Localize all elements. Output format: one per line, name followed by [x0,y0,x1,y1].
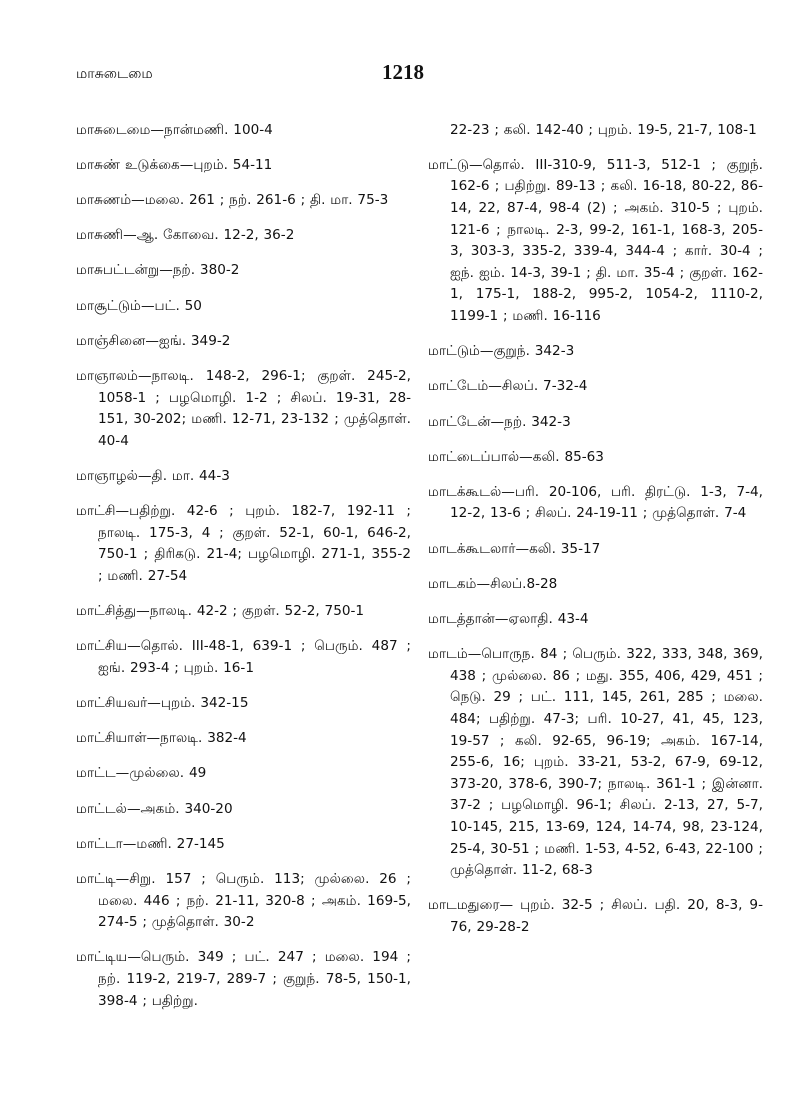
index-entry: மாடக்கூடலார்—கலி. 35-17 [428,540,601,557]
index-entry: மாட்டா—மணி. 27-145 [76,835,225,852]
running-head: மாசுடைமை [76,66,153,82]
index-entry: மாட்சி—பதிற்று. 42-6 ; புறம். 182-7, 192-11 ; நாலடி. 175-3, 4 ; குறள். 52-1, 60-1, 646-2, 750-1 ; திரிகடு. 21-4; பழமொழி. 271-1, 355-2 ; மணி. 27-54 [76,503,411,584]
index-column-left [76,106,411,1021]
index-entry: மாட்டும்—குறுந். 342-3 [428,343,575,360]
index-entry: மாட்டு—தொல். III-310-9, 511-3, 512-1 ; குறுந். 162-6 ; பதிற்று. 89-13 ; கலி. 16-18, 80-22, 86-14, 22, 87-4, 98-4 (2) ; அகம். 310-5 ; புறம். 121-6 ; நாலடி. 2-3, 99-2, 161-1, 168-3, 205-3, 303-3, 335-2, 339-4, 344-4 ; கார். 30-4 ; ஐந். ஐம். 14-3, 39-1 ; தி. மா. 35-4 ; குறள். 162-1, 175-1, 188-2, 995-2, 1054-2, 1110-2, 1199-1 ; மணி. 16-116 [428,156,763,324]
index-column-right [428,106,763,948]
index-entry: மாஞாலம்—நாலடி. 148-2, 296-1; குறள். 245-2, 1058-1 ; பழமொழி. 1-2 ; சிலப். 19-31, 28-151, 30-202; மணி. 12-71, 23-132 ; முத்தொள். 40-4 [76,367,411,449]
index-entry: மாடம்—பொருந. 84 ; பெரும். 322, 333, 348, 369, 438 ; முல்லை. 86 ; மது. 355, 406, 429, 451 ; நெடு. 29 ; பட். 111, 145, 261, 285 ; மலை. 484; பதிற்று. 47-3; பரி. 10-27, 41, 45, 123, 19-57 ; கலி. 92-65, 96-19; அகம். 167-14, 255-6, 16; புறம். 33-21, 53-2, 67-9, 69-12, 373-20, 378-6, 390-7; நாலடி. 361-1 ; இன்னா. 37-2 ; பழமொழி. 96-1; சிலப். 2-13, 27, 5-7, 10-145, 215, 13-69, 124, 14-74, 98, 23-124, 25-4, 30-51 ; மணி. 1-53, 4-52, 6-43, 22-100 ; முத்தொள். 11-2, 68-3 [428,646,763,879]
index-entry: மாட்டேன்—நற். 342-3 [428,413,571,430]
index-entry: மாடக்கூடல்—பரி. 20-106, பரி. திரட்டு. 1-3, 7-4, 12-2, 13-6 ; சிலப். 24-19-11 ; முத்தொள். 7-4 [428,483,763,522]
page-number: 1218 [382,60,424,84]
index-entry: மாட்டி—சிறு. 157 ; பெரும். 113; முல்லை. 26 ; மலை. 446 ; நற். 21-11, 320-8 ; அகம். 169-5, 274-5 ; முத்தொள். 30-2 [76,870,411,931]
index-entry: மாஞ்சினை—ஐங். 349-2 [76,332,231,349]
index-entry: மாசூட்டும்—பட். 50 [76,297,202,314]
index-entry: மாட்டேம்—சிலப். 7-32-4 [428,378,588,395]
index-entry: மாட்டைப்பால்—கலி. 85-63 [428,448,604,465]
index-entry: மாசுபட்டன்று—நற். 380-2 [76,262,240,279]
index-entry: மாட்சித்து—நாலடி. 42-2 ; குறள். 52-2, 750-1 [76,603,365,620]
index-entry: மாடமதுரை— புறம். 32-5 ; சிலப். பதி. 20, 8-3, 9-76, 29-28-2 [428,897,763,935]
index-entry: மாசுணம்—மலை. 261 ; நற். 261-6 ; தி. மா. 75-3 [76,191,389,208]
index-entry: மாட்சியவர்—புறம். 342-15 [76,695,249,711]
index-entry: மாட்ட—முல்லை. 49 [76,765,207,782]
index-entry: மாஞாழல்—தி. மா. 44-3 [76,467,230,484]
index-entry: மாட்சியாள்—நாலடி. 382-4 [76,730,247,747]
index-entry: மாட்டிய—பெரும். 349 ; பட். 247 ; மலை. 194 ; நற். 119-2, 219-7, 289-7 ; குறுந். 78-5, 150-1, 398-4 ; பதிற்று. [76,949,411,1009]
index-entry: மாட்டல்—அகம். 340-20 [76,800,233,817]
index-entry-continuation: 22-23 ; கலி. 142-40 ; புறம். 19-5, 21-7, 108-1 [450,121,757,138]
index-entry: மாசுண் உடுக்கை—புறம். 54-11 [76,156,273,173]
index-entry: மாசுணி—ஆ. கோவை. 12-2, 36-2 [76,227,295,244]
index-entry: மாடகம்—சிலப்.8-28 [428,575,558,592]
index-entry: மாசுடைமை—நான்மணி. 100-4 [76,121,273,138]
index-entry: மாடத்தான்—ஏலாதி. 43-4 [428,611,589,628]
index-entry: மாட்சிய—தொல். III-48-1, 639-1 ; பெரும். 487 ; ஐங். 293-4 ; புறம். 16-1 [76,638,411,676]
